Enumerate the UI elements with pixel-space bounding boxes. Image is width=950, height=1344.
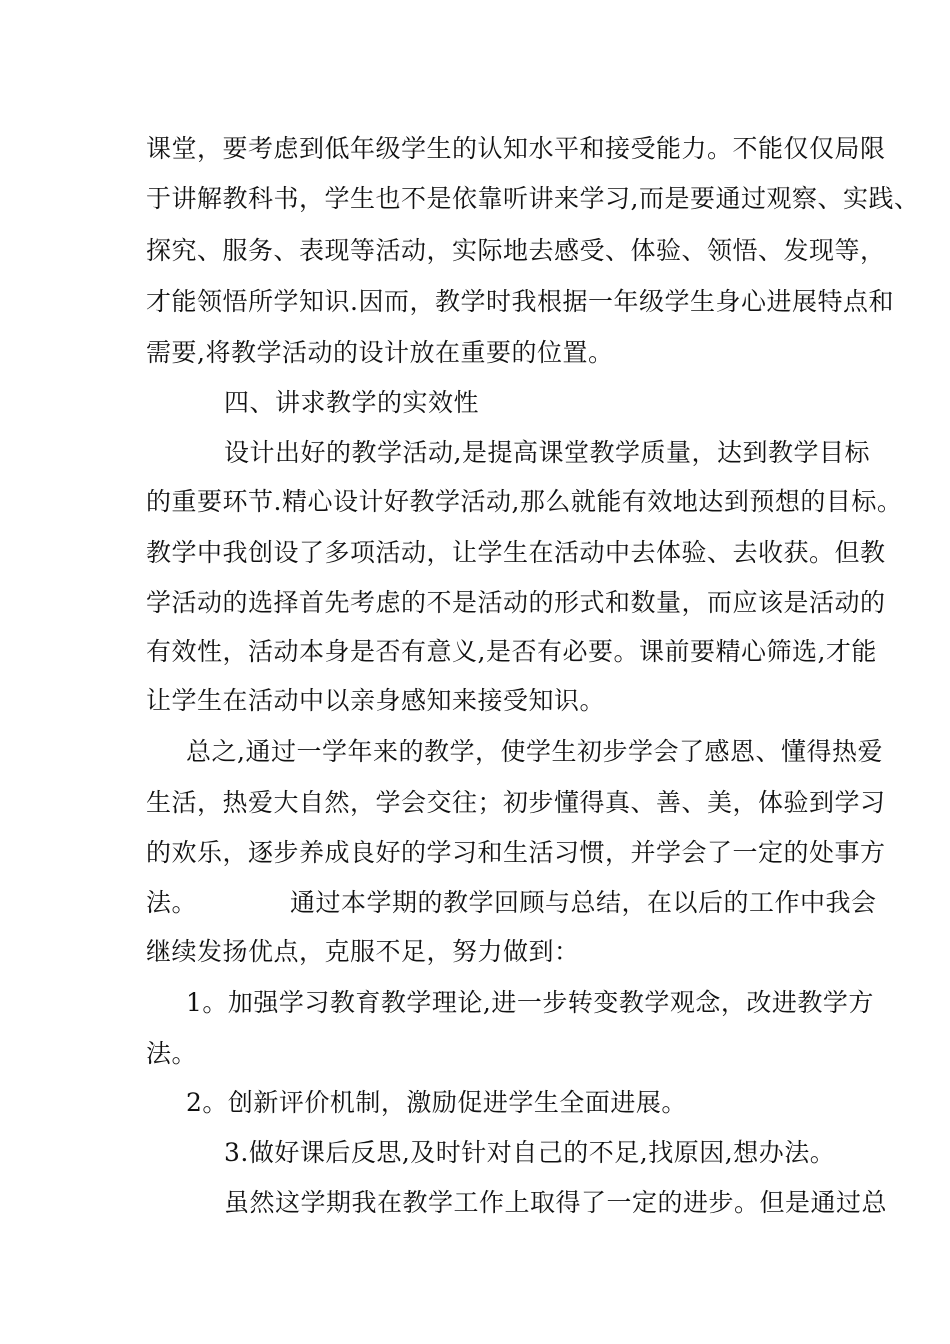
- text-line: 于讲解教科书，学生也不是依靠听讲来学习,而是要通过观察、实践、: [146, 184, 920, 213]
- text-line: 继续发扬优点，克服不足，努力做到：: [146, 937, 580, 966]
- text-line: 通过本学期的教学回顾与总结，在以后的工作中我会: [290, 888, 877, 917]
- text-line: 法。: [146, 888, 198, 917]
- text-line: 让学生在活动中以亲身感知来接受知识。: [146, 686, 606, 715]
- text-line: 总之,通过一学年来的教学，使学生初步学会了感恩、懂得热爱: [186, 737, 883, 766]
- text-line: 学活动的选择首先考虑的不是活动的形式和数量，而应该是活动的: [146, 588, 886, 617]
- text-line: 有效性，活动本身是否有意义,是否有必要。课前要精心筛选,才能: [146, 637, 877, 666]
- list-item: 1。加强学习教育教学理论,进一步转变教学观念，改进教学方: [186, 988, 874, 1017]
- section-heading: 四、讲求教学的实效性: [224, 388, 480, 417]
- text-line: 教学中我创设了多项活动，让学生在活动中去体验、去收获。但教: [146, 538, 886, 567]
- text-line: 法。: [146, 1039, 198, 1068]
- text-line: 设计出好的教学活动,是提高课堂教学质量，达到教学目标: [224, 438, 870, 467]
- text-line: 需要,将教学活动的设计放在重要的位置。: [146, 338, 614, 367]
- list-item: 3.做好课后反思,及时针对自己的不足,找原因,想办法。: [224, 1138, 836, 1167]
- text-line: 虽然这学期我在教学工作上取得了一定的进步。但是通过总: [224, 1188, 888, 1217]
- text-line: 探究、服务、表现等活动，实际地去感受、体验、领悟、发现等，: [146, 236, 886, 265]
- text-line: 才能领悟所学知识.因而，教学时我根据一年级学生身心进展特点和: [146, 287, 894, 316]
- text-line: 的欢乐，逐步养成良好的学习和生活习惯，并学会了一定的处事方: [146, 838, 886, 867]
- text-line: 的重要环节.精心设计好教学活动,那么就能有效地达到预想的目标。: [146, 487, 903, 516]
- list-item: 2。创新评价机制，激励促进学生全面进展。: [186, 1088, 687, 1117]
- text-line: 生活，热爱大自然，学会交往；初步懂得真、善、美，体验到学习: [146, 788, 886, 817]
- text-line: 课堂，要考虑到低年级学生的认知水平和接受能力。不能仅仅局限: [146, 134, 886, 163]
